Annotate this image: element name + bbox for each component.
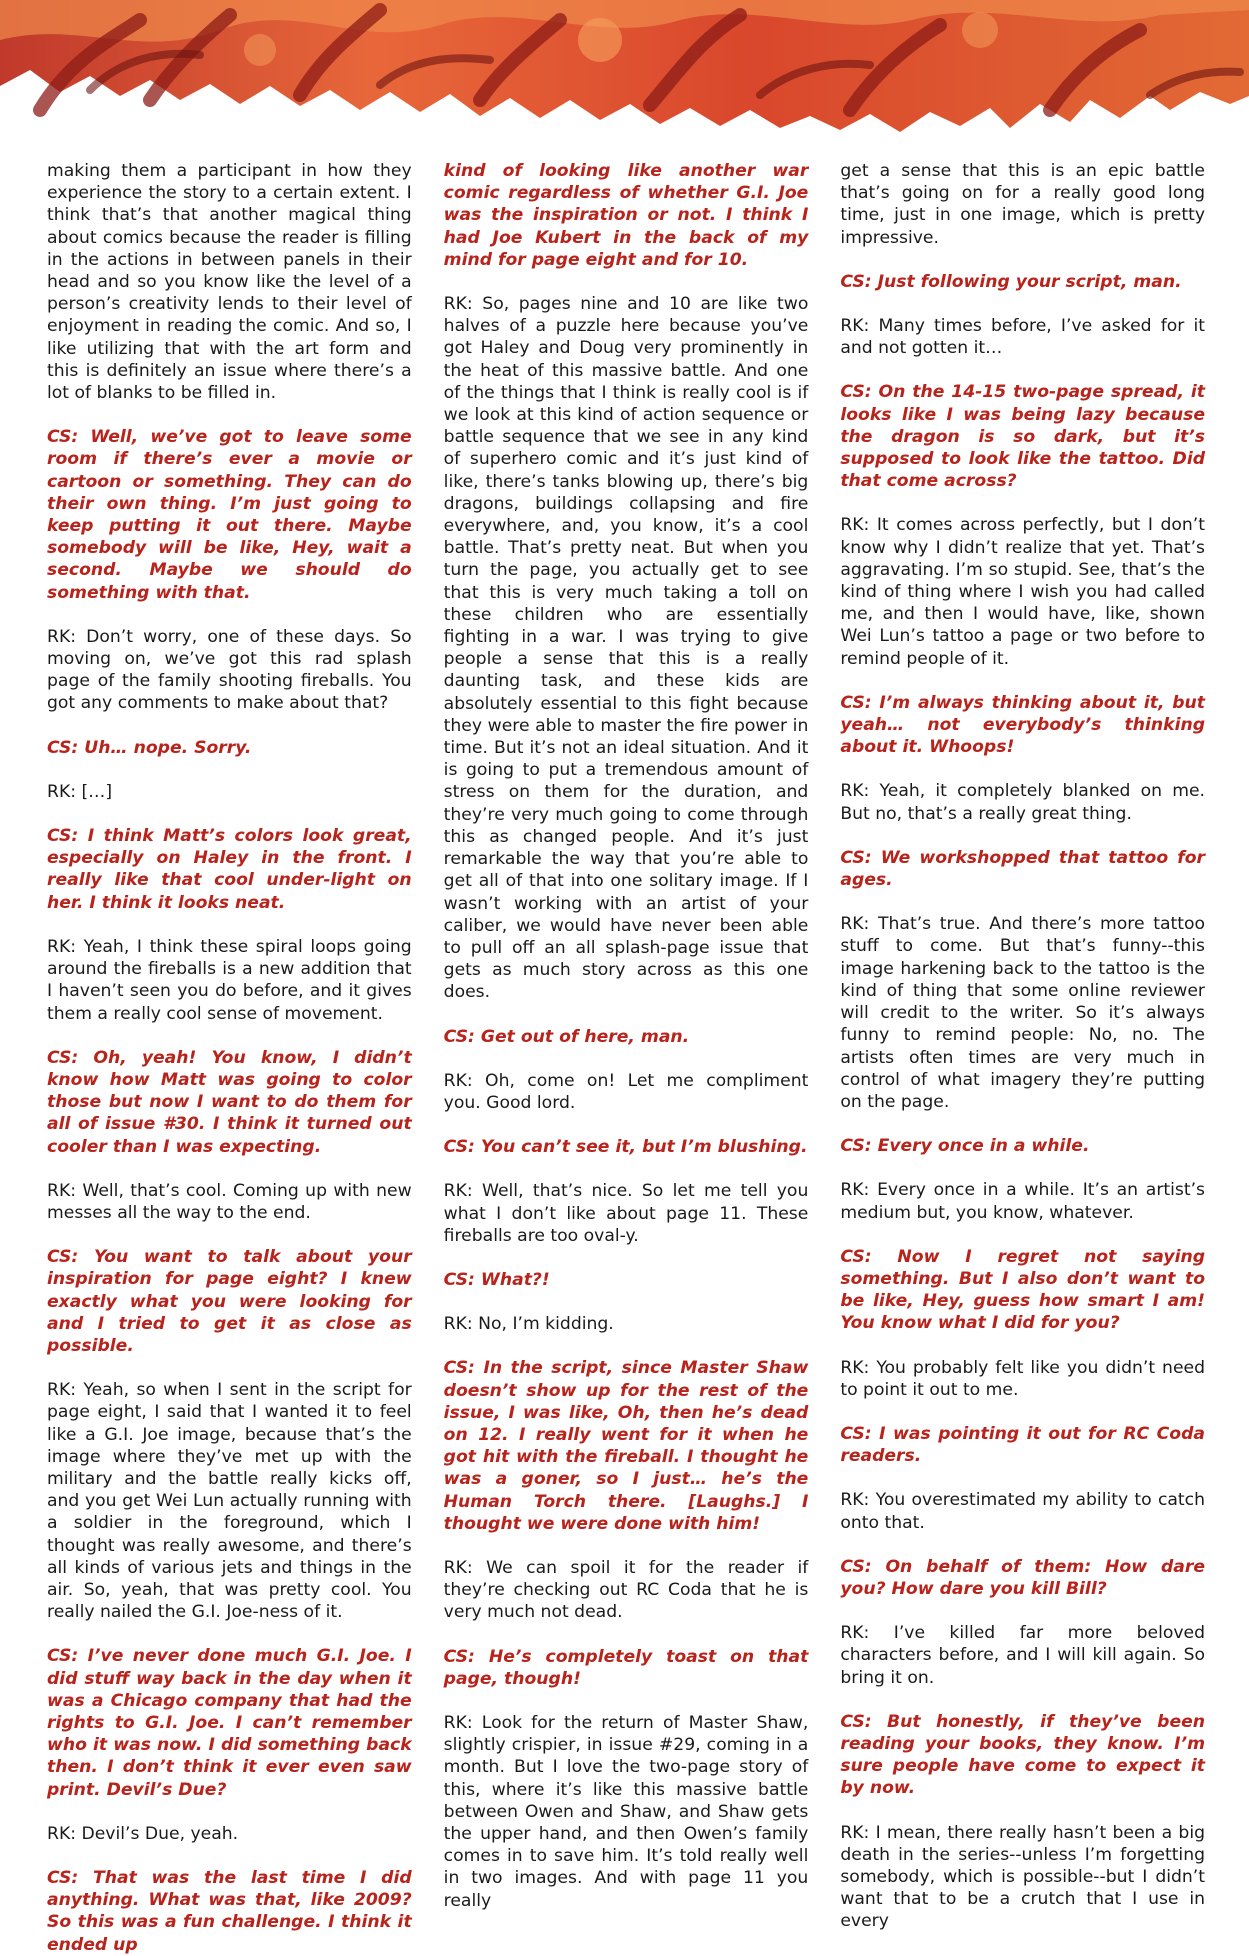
rk-paragraph: RK: We can spoil it for the reader if they’re checking out RC Coda that he is very much not dead. xyxy=(443,1557,809,1623)
cs-paragraph: CS: I’m always thinking about it, but yeah… not everybody’s thinking about it. Whoops! xyxy=(840,692,1206,758)
rk-paragraph: RK: I’ve killed far more beloved characters before, and I will kill again. So bring it on. xyxy=(840,1623,1206,1688)
rk-paragraph: RK: Many times before, I’ve asked for it and not gotten it… xyxy=(840,316,1206,359)
cs-paragraph: CS: You can’t see it, but I’m blushing. xyxy=(443,1137,808,1158)
rk-paragraph: RK: Well, that’s nice. So let me tell you what I don’t like about page 11. These fireballs are too oval-y. xyxy=(443,1181,809,1246)
rk-paragraph: RK: Devil’s Due, yeah. xyxy=(47,1823,239,1844)
rk-paragraph: RK: Oh, come on! Let me compliment you. Good lord. xyxy=(443,1070,809,1113)
cs-paragraph: CS: Just following your script, man. xyxy=(840,271,1182,292)
rk-paragraph: RK: So, pages nine and 10 are like two halves of a puzzle here because you’ve got Haley and Doug very prominently in the heat of this massive battle. And one of the things that I think is really cool is if we look at this kind of action sequence or battle sequence that we see in any kind of superhero comic and it’s just kind of like, there’s tanks blowing up, there’s big dragons, buildings collapsing and fire everywhere, and, you know, it’s a cool battle. That’s pretty neat. But when you turn the page, you actually get to see that this is very much taking a toll on these children who are essentially fighting in a war. I was trying to give people a sense that this is a really daunting task, and these kids are absolutely essential to this fight because they were able to master the fire power in time. But it’s not an ideal situation. And it is going to put a tremendous amount of stress on them for the duration, and they’re very much going to come through this as changed people. And it’s just remarkable the way that you’re able to get all of that into one solitary image. If I wasn’t working with an artist of your caliber, we would have never been able to pull off an all splash-page issue that gets as much story across as this one does. xyxy=(443,294,809,1003)
cs-paragraph: CS: He’s completely toast on that page, though! xyxy=(443,1646,809,1689)
rk-paragraph: RK: Don’t worry, one of these days. So moving on, we’ve got this rad splash page of the family shooting fireballs. You got any comments to make about that? xyxy=(47,626,412,714)
rk-paragraph: RK: Look for the return of Master Shaw, slightly crispier, in issue #29, coming in a month. But I love the two-page story of this, where it’s like this massive battle between Owen and Shaw, and Shaw gets the upper hand, and then Owen’s family comes in to save him. It’s told really well in two images. And with page 11 you really xyxy=(443,1712,809,1911)
cs-paragraph: CS: We workshopped that tattoo for ages. xyxy=(840,847,1206,891)
cs-paragraph: CS: You want to talk about your inspiration for page eight? I knew exactly what you were looking for and I tried to get it as close as possible. xyxy=(47,1247,412,1356)
cs-paragraph: CS: Well, we’ve got to leave some room if there’s ever a movie or cartoon or something. They can do their own thing. I’m just going to keep putting it out there. Maybe somebody will be like, Hey, wait a second. Maybe we should do something with that. xyxy=(47,427,412,603)
rk-paragraph: RK: No, I’m kidding. xyxy=(443,1314,614,1335)
rk-paragraph: making them a participant in how they experience the story to a certain extent. I think that’s that another magical thing about comics because the reader is filling in the actions in between panels in their head and so you know like the level of a person’s creativity lends to their level of enjoyment in reading the comic. And so, I like utilizing that with the art form and this is definitely an issue where there’s a lot of blanks to be filled in. xyxy=(47,161,412,404)
rk-paragraph: RK: Yeah, so when I sent in the script for page eight, I said that I wanted it to feel like a G.I. Joe image, because that’s the image where they’ve met up with the military and the battle really kicks off, and you get Wei Lun actually running with a soldier in the foreground, which I thought was really awesome, and there’s all kinds of various jets and things in the air. So, yeah, that was pretty cool. You really nailed the G.I. Joe-ness of it. xyxy=(47,1380,412,1623)
cs-paragraph: CS: Uh… nope. Sorry. xyxy=(47,737,252,758)
cs-paragraph: CS: On behalf of them: How dare you? How dare you kill Bill? xyxy=(840,1556,1206,1599)
rk-paragraph: RK: That’s true. And there’s more tattoo stuff to come. But that’s funny--this image harkening back to the tattoo is the kind of thing that some online reviewer will credit to the writer. So it’s always funny to remind people: No, no. The artists often times are very much in control of what imagery they’re putting on the page. xyxy=(840,914,1206,1112)
cs-paragraph: CS: Oh, yeah! You know, I didn’t know how Matt was going to color those but now I want to do them for all of issue #30. I think it turned out cooler than I was expecting. xyxy=(47,1047,412,1157)
rk-paragraph: RK: […] xyxy=(47,781,113,802)
cs-paragraph: CS: In the script, since Master Shaw doesn’t show up for the rest of the issue, I was like, Oh, then he’s dead on 12. I really went for it when he got hit with the fireball. I thought he was a goner, so I just… he’s the Human Torch there. [Laughs.] I thought we were done with him! xyxy=(443,1358,809,1534)
cs-paragraph: CS: That was the last time I did anything. What was that, like 2009? So this was a fun challenge. I think it ended up xyxy=(47,1868,412,1955)
column-1 xyxy=(47,160,412,1955)
column-3 xyxy=(840,160,1206,1932)
article-columns xyxy=(47,160,1206,1955)
cs-paragraph: CS: I’ve never done much G.I. Joe. I did stuff way back in the day when it was a Chicago company that had the rights to G.I. Joe. I can’t remember who it was now. I did something back then. I don’t think it ever even saw print. Devil’s Due? xyxy=(47,1646,412,1800)
cs-paragraph: CS: What?! xyxy=(443,1269,550,1290)
cs-paragraph: CS: Get out of here, man. xyxy=(443,1026,690,1047)
rk-paragraph: RK: It comes across perfectly, but I don’t know why I didn’t realize that yet. That’s aggravating. I’m so stupid. See, that’s the kind of thing where I wish you had called me, and then I would have, like, shown Wei Lun’s tattoo a page or two before to remind people of it. xyxy=(840,515,1206,669)
rk-paragraph: RK: You overestimated my ability to catch onto that. xyxy=(840,1490,1206,1533)
rk-paragraph: RK: I mean, there really hasn’t been a big death in the series--unless I’m forgetting somebody, which is possible--but I didn’t want that to be a crutch that I use in every xyxy=(840,1822,1206,1932)
rk-paragraph: get a sense that this is an epic battle that’s going on for a really good long time, just in one image, which is pretty impressive. xyxy=(840,161,1206,248)
cs-paragraph: CS: Every once in a while. xyxy=(840,1136,1090,1157)
rk-paragraph: RK: Yeah, I think these spiral loops going around the fireballs is a new addition that I haven’t seen you do before, and it gives them a really cool sense of movement. xyxy=(47,936,412,1024)
rk-paragraph: RK: Yeah, it completely blanked on me. But no, that’s a really great thing. xyxy=(840,781,1206,824)
rk-paragraph: RK: Well, that’s cool. Coming up with new messes all the way to the end. xyxy=(47,1180,412,1223)
rk-paragraph: RK: You probably felt like you didn’t need to point it out to me. xyxy=(840,1357,1206,1400)
cs-paragraph: CS: But honestly, if they’ve been reading your books, they know. I’m sure people have come to expect it by now. xyxy=(840,1711,1206,1799)
cs-paragraph: CS: Now I regret not saying something. But I also don’t want to be like, Hey, guess how smart I am! You know what I did for you? xyxy=(840,1246,1206,1334)
cs-paragraph: kind of looking like another war comic regardless of whether G.I. Joe was the inspiration or not. I think I had Joe Kubert in the back of my mind for page eight and for 10. xyxy=(443,161,809,270)
header-banner-art xyxy=(0,0,1249,150)
cs-paragraph: CS: On the 14-15 two-page spread, it looks like I was being lazy because the dragon is so dark, but it’s supposed to look like the tattoo. Did that come across? xyxy=(840,382,1206,492)
column-2 xyxy=(443,160,809,1911)
cs-paragraph: CS: I think Matt’s colors look great, especially on Haley in the front. I really like that cool under-light on her. I think it looks neat. xyxy=(47,826,412,913)
rk-paragraph: RK: Every once in a while. It’s an artist’s medium but, you know, whatever. xyxy=(840,1180,1206,1223)
cs-paragraph: CS: I was pointing it out for RC Coda readers. xyxy=(840,1423,1206,1467)
